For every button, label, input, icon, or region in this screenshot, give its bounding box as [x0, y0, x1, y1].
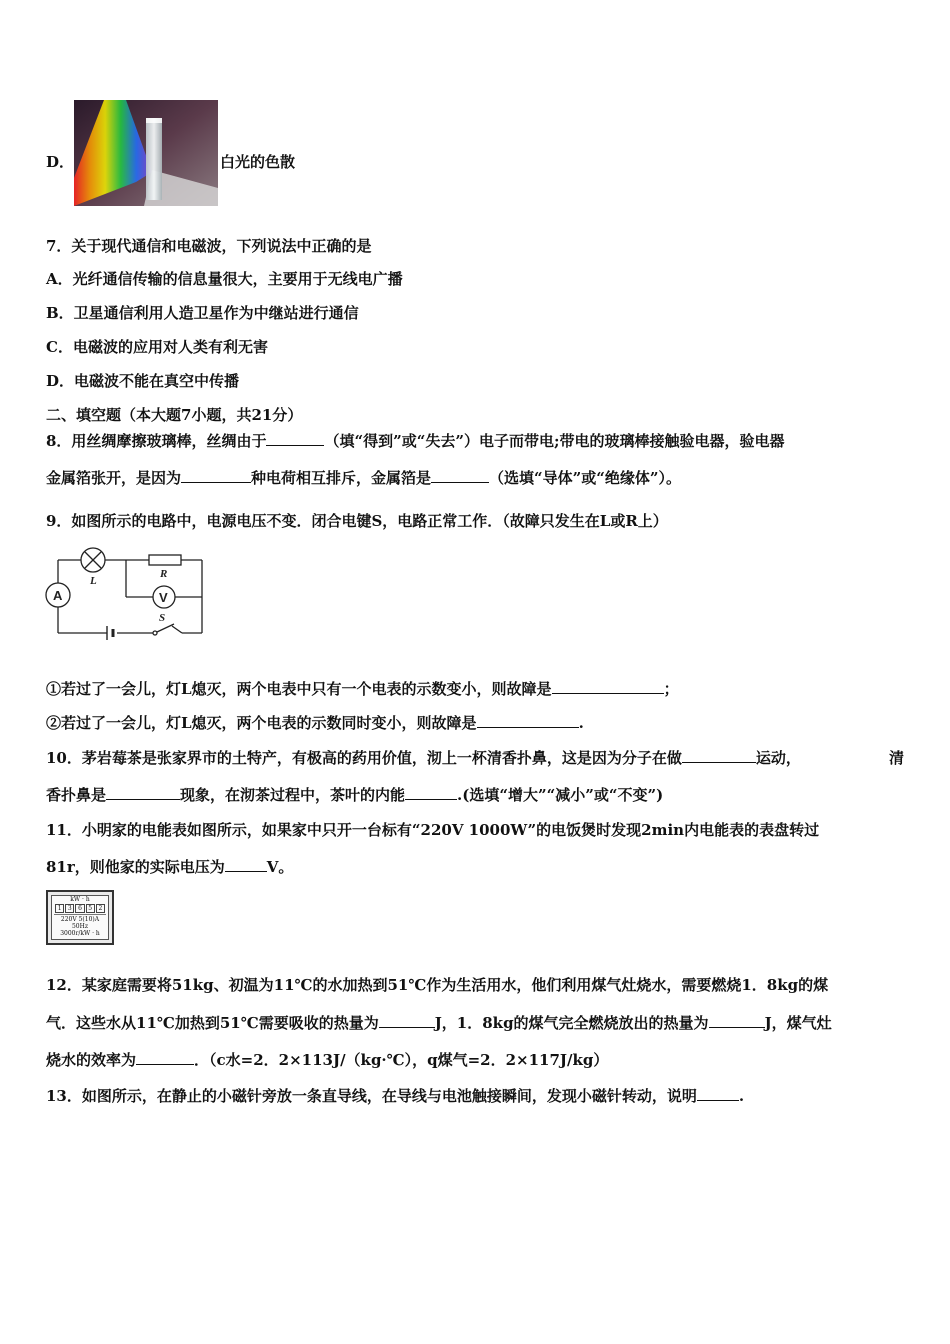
q8-blank-1[interactable] [266, 431, 324, 446]
q9-sub1 [46, 679, 679, 699]
circuit-label-s: S [159, 612, 166, 624]
q11-line1: 11．小明家的电能表如图所示，如果家中只开一台标有“220V 1000W”的电饭煲时发现2min内电能表的表盘转过 [46, 821, 820, 839]
q12-blank-2[interactable] [709, 1013, 765, 1028]
q9-sub1-end: ； [663, 680, 679, 698]
q9-sub2 [46, 713, 584, 733]
q12-line2 [46, 1013, 832, 1033]
q12-text-2: J，1．8kg的煤气完全燃烧放出的热量为 [434, 1014, 709, 1032]
q13-text-1: 13．如图所示，在静止的小磁针旁放一条直导线，在导线与电池触接瞬间，发现小磁针转动，说明 [46, 1087, 697, 1105]
q9-sub2-end: . [578, 714, 584, 732]
q12-text-3: J，煤气灶 [764, 1014, 832, 1032]
q11-blank-1[interactable] [225, 857, 267, 872]
circuit-label-l: L [90, 575, 97, 587]
electricity-meter-image [46, 890, 114, 945]
q10-blank-3[interactable] [405, 785, 457, 800]
q13-text-2: . [738, 1087, 745, 1105]
circuit-label-r: R [160, 568, 168, 580]
q6-option-d-text: 白光的色散 [220, 153, 296, 171]
meter-digit: 6 [75, 904, 84, 913]
section-heading-fill-in: 二、填空题（本大题7小题，共21分） [46, 406, 303, 424]
q9-blank-1[interactable] [552, 679, 664, 694]
q7-option-a: A．光纤通信传输的信息量很大，主要用于无线电广播 [46, 270, 403, 288]
q8-text-1: 8．用丝绸摩擦玻璃棒，丝绸由于 [46, 432, 267, 450]
q10-text-1: 10．茅岩莓茶是张家界市的土特产，有极高的药用价值，沏上一杯清香扑鼻，这是因为分子在做 [46, 749, 682, 767]
q8-text-4: 种电荷相互排斥，金属箔是 [251, 469, 432, 487]
q12-text-5: ．（c水=2．2×113J/（kg·℃），q煤气=2．2×117J/kg） [194, 1051, 609, 1069]
q8-line2 [46, 468, 681, 488]
q10-line2 [46, 785, 663, 805]
meter-digit: 5 [86, 904, 95, 913]
q7-option-b: B．卫星通信利用人造卫星作为中继站进行通信 [46, 304, 359, 322]
q10-blank-2[interactable] [106, 785, 180, 800]
meter-digit: 1 [55, 904, 64, 913]
q10-text-6: .(选填“增大”“减小”或“不变”) [457, 786, 664, 804]
q9-blank-2[interactable] [477, 713, 579, 728]
q12-text-1: 气．这些水从11℃加热到51℃需要吸收的热量为 [46, 1014, 379, 1032]
q11-text-1: 81r，则他家的实际电压为 [46, 858, 225, 876]
q9-stem: 9．如图所示的电路中，电源电压不变．闭合电键S，电路正常工作．（故障只发生在L或R上） [46, 512, 668, 530]
q9-sub2-text: ②若过了一会儿，灯L熄灭，两个电表的示数同时变小，则故障是 [46, 714, 477, 732]
q7-stem: 7．关于现代通信和电磁波，下列说法中正确的是 [46, 237, 372, 255]
q12-line3 [46, 1050, 608, 1070]
q11-line2 [46, 857, 293, 877]
q8-text-5: （选填“导体”或“绝缘体”）。 [489, 469, 682, 487]
q9-circuit-diagram [42, 540, 212, 644]
q12-text-4: 烧水的效率为 [46, 1051, 137, 1069]
circuit-label-a: A [53, 588, 63, 603]
q10-text-5: 现象，在沏茶过程中，茶叶的内能 [180, 786, 406, 804]
q9-sub1-text: ①若过了一会儿，灯L熄灭，两个电表中只有一个电表的示数变小，则故障是 [46, 680, 552, 698]
q11-text-2: V。 [266, 858, 294, 876]
q8-blank-3[interactable] [431, 468, 489, 483]
q7-option-d: D．电磁波不能在真空中传播 [46, 372, 240, 390]
q7-option-c: C．电磁波的应用对人类有利无害 [46, 338, 268, 356]
meter-digit: 3 [65, 904, 74, 913]
q10-blank-1[interactable] [682, 748, 756, 763]
meter-rate: 3000r/kW · h [60, 930, 100, 937]
q6-option-d-label: D． [46, 153, 75, 171]
q10-text-3: 清 [888, 749, 904, 767]
q13-line1 [46, 1086, 744, 1106]
q10-text-4: 香扑鼻是 [46, 786, 107, 804]
q8-text-2: （填“得到”或“失去”）电子而带电;带电的玻璃棒接触验电器，验电器 [324, 432, 785, 450]
circuit-label-v: V [159, 590, 168, 605]
q12-blank-1[interactable] [379, 1013, 435, 1028]
q13-blank-1[interactable] [697, 1086, 739, 1101]
meter-digit: 2 [96, 904, 105, 913]
meter-unit: kW · h [70, 896, 90, 903]
meter-spec: 220V 5(10)A 50Hz [60, 916, 100, 930]
prism-dispersion-photo [74, 100, 218, 206]
q12-line1: 12．某家庭需要将51kg、初温为11℃的水加热到51℃作为生活用水，他们利用煤气灶烧水，需要燃烧1．8kg的煤 [46, 976, 829, 994]
q8-blank-2[interactable] [181, 468, 251, 483]
q10-line1 [46, 748, 904, 768]
q8-text-3: 金属箔张开，是因为 [46, 469, 182, 487]
q10-text-2: 运动， [755, 749, 801, 767]
q12-blank-3[interactable] [136, 1050, 194, 1065]
q8-line1 [46, 431, 785, 451]
